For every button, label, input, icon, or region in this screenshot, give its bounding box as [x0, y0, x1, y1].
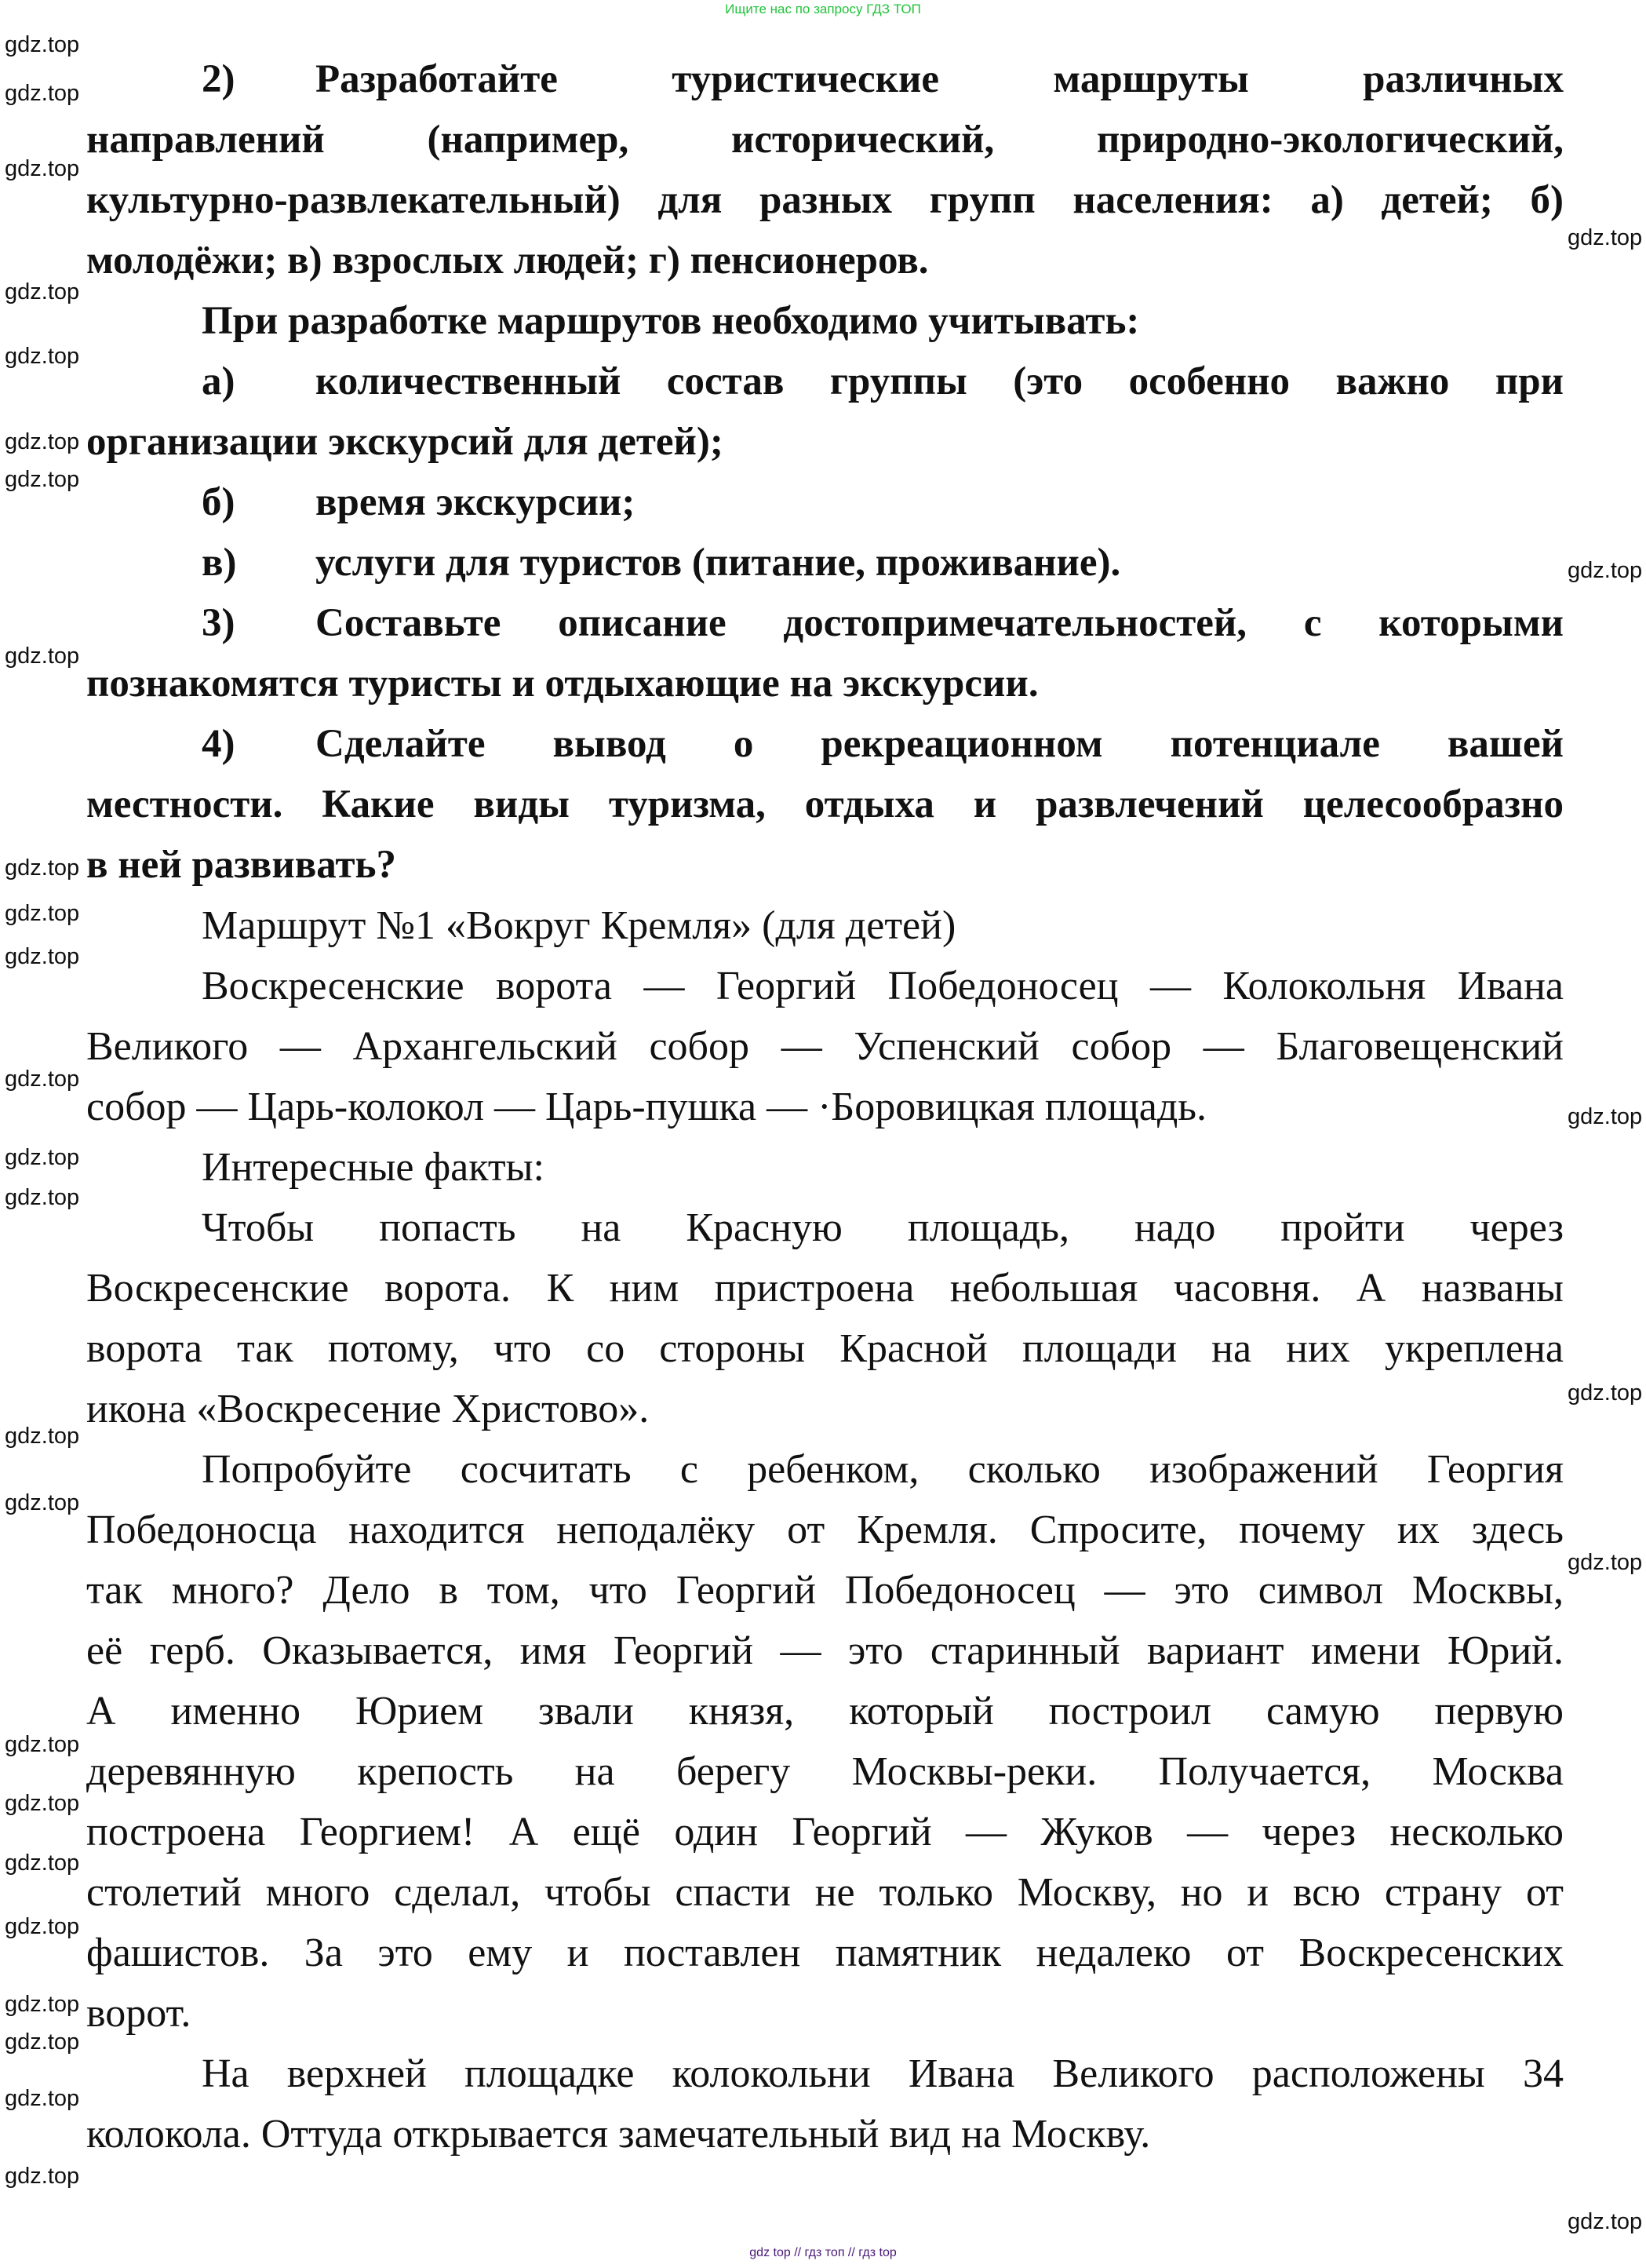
text-line: Победоносца находится неподалёку от Кремля. Спросите, почему их здесь [86, 1508, 1564, 1552]
text-line: деревянную крепость на берегу Москвы-реки. Получается, Москва [86, 1749, 1564, 1794]
text-line: При разработке маршрутов необходимо учитывать: [202, 299, 1140, 343]
line-text: время экскурсии; [315, 480, 635, 524]
text-line [202, 533, 1564, 593]
text-line: организации экскурсий для детей); [86, 420, 723, 464]
text-line [202, 472, 1564, 533]
watermark: gdz.top [1568, 1550, 1643, 1575]
watermark: gdz.top [5, 1732, 80, 1757]
text-line: На верхней площадке колокольни Ивана Великого расположены 34 [202, 2051, 1564, 2096]
text-line: Великого — Архангельский собор — Успенский собор — Благовещенский [86, 1024, 1564, 1069]
text-line: Чтобы попасть на Красную площадь, надо пройти через [202, 1205, 1564, 1250]
watermark: gdz.top [5, 344, 80, 369]
text-line: культурно-развлекательный) для разных групп населения: а) детей; б) [86, 178, 1564, 222]
text-line: направлений (например, исторический, природно-экологический, [86, 118, 1564, 162]
top-banner: Ищите нас по запросу ГДЗ ТОП [725, 2, 921, 16]
line-text: Разработайте туристические маршруты различных [315, 57, 1564, 101]
list-marker: в) [202, 541, 237, 585]
watermark: gdz.top [5, 1791, 80, 1816]
text-line: молодёжи; в) взрослых людей; г) пенсионеров. [86, 239, 929, 283]
watermark: gdz.top [5, 429, 80, 454]
watermark: gdz.top [5, 467, 80, 492]
watermark: gdz.top [5, 32, 80, 57]
line-text: Составьте описание достопримечательностей, с которыми [315, 601, 1564, 645]
watermark: gdz.top [5, 1992, 80, 2017]
text-line: построена Георгием! А ещё один Георгий — Жуков — через несколько [86, 1810, 1564, 1854]
watermark: gdz.top [5, 2164, 80, 2189]
text-line [202, 593, 1564, 654]
watermark: gdz.top [5, 1914, 80, 1939]
text-line: колокола. Оттуда открывается замечательный вид на Москву. [86, 2112, 1151, 2157]
watermark: gdz.top [5, 156, 80, 181]
watermark: gdz.top [5, 1490, 80, 1515]
text-line: местности. Какие виды туризма, отдыха и развлечений целесообразно [86, 782, 1564, 826]
watermark: gdz.top [5, 1145, 80, 1170]
list-marker: а) [202, 359, 235, 403]
list-marker: 4) [202, 722, 235, 766]
text-line: ворота так потому, что со стороны Красной площади на них укреплена [86, 1326, 1564, 1371]
text-line: в ней развивать? [86, 843, 396, 887]
text-line: Маршрут №1 «Вокруг Кремля» (для детей) [202, 903, 956, 948]
list-marker: б) [202, 480, 235, 524]
text-line: её герб. Оказывается, имя Георгий — это старинный вариант имени Юрий. [86, 1628, 1564, 1673]
watermark: gdz.top [5, 1067, 80, 1092]
watermark: gdz.top [5, 279, 80, 304]
watermark: gdz.top [5, 901, 80, 926]
watermark: gdz.top [5, 1185, 80, 1210]
watermark: gdz.top [5, 1424, 80, 1449]
line-text: Сделайте вывод о рекреационном потенциале вашей [315, 722, 1564, 766]
text-line: Воскресенские ворота — Георгий Победоносец — Колокольня Ивана [202, 964, 1564, 1008]
watermark: gdz.top [5, 644, 80, 669]
watermark: gdz.top [1568, 1380, 1643, 1406]
text-line: собор — Царь-колокол — Царь-пушка — ·Боровицкая площадь. [86, 1085, 1207, 1129]
watermark: gdz.top [5, 1850, 80, 1876]
text-line: А именно Юрием звали князя, который построил самую первую [86, 1689, 1564, 1734]
watermark: gdz.top [5, 81, 80, 106]
line-text: услуги для туристов (питание, проживание). [315, 541, 1121, 585]
text-line [202, 714, 1564, 775]
text-line: Воскресенские ворота. К ним пристроена небольшая часовня. А названы [86, 1266, 1564, 1311]
text-line: так много? Дело в том, что Георгий Победоносец — это символ Москвы, [86, 1568, 1564, 1613]
text-line: Попробуйте сосчитать с ребенком, сколько изображений Георгия [202, 1447, 1564, 1492]
text-line: столетий много сделал, чтобы спасти не только Москву, но и всю страну от [86, 1870, 1564, 1915]
list-marker: 2) [202, 57, 235, 101]
watermark: gdz.top [5, 2029, 80, 2055]
text-line [202, 352, 1564, 412]
text-line: икона «Воскресение Христово». [86, 1387, 650, 1431]
text-line: познакомятся туристы и отдыхающие на экскурсии. [86, 662, 1039, 706]
text-line: фашистов. За это ему и поставлен памятник недалеко от Воскресенских [86, 1931, 1564, 1975]
watermark: gdz.top [1568, 2209, 1643, 2234]
bottom-banner: gdz top // гдз топ // гдз top [749, 2246, 897, 2259]
watermark: gdz.top [5, 855, 80, 881]
text-line: ворот. [86, 1991, 191, 2036]
watermark: gdz.top [1568, 1104, 1643, 1129]
text-line [202, 49, 1564, 110]
list-marker: 3) [202, 601, 235, 645]
watermark: gdz.top [5, 2086, 80, 2111]
watermark: gdz.top [5, 944, 80, 969]
text-line: Интересные факты: [202, 1145, 544, 1190]
line-text: количественный состав группы (это особенно важно при [315, 359, 1564, 403]
watermark: gdz.top [1568, 558, 1643, 583]
watermark: gdz.top [1568, 225, 1643, 250]
